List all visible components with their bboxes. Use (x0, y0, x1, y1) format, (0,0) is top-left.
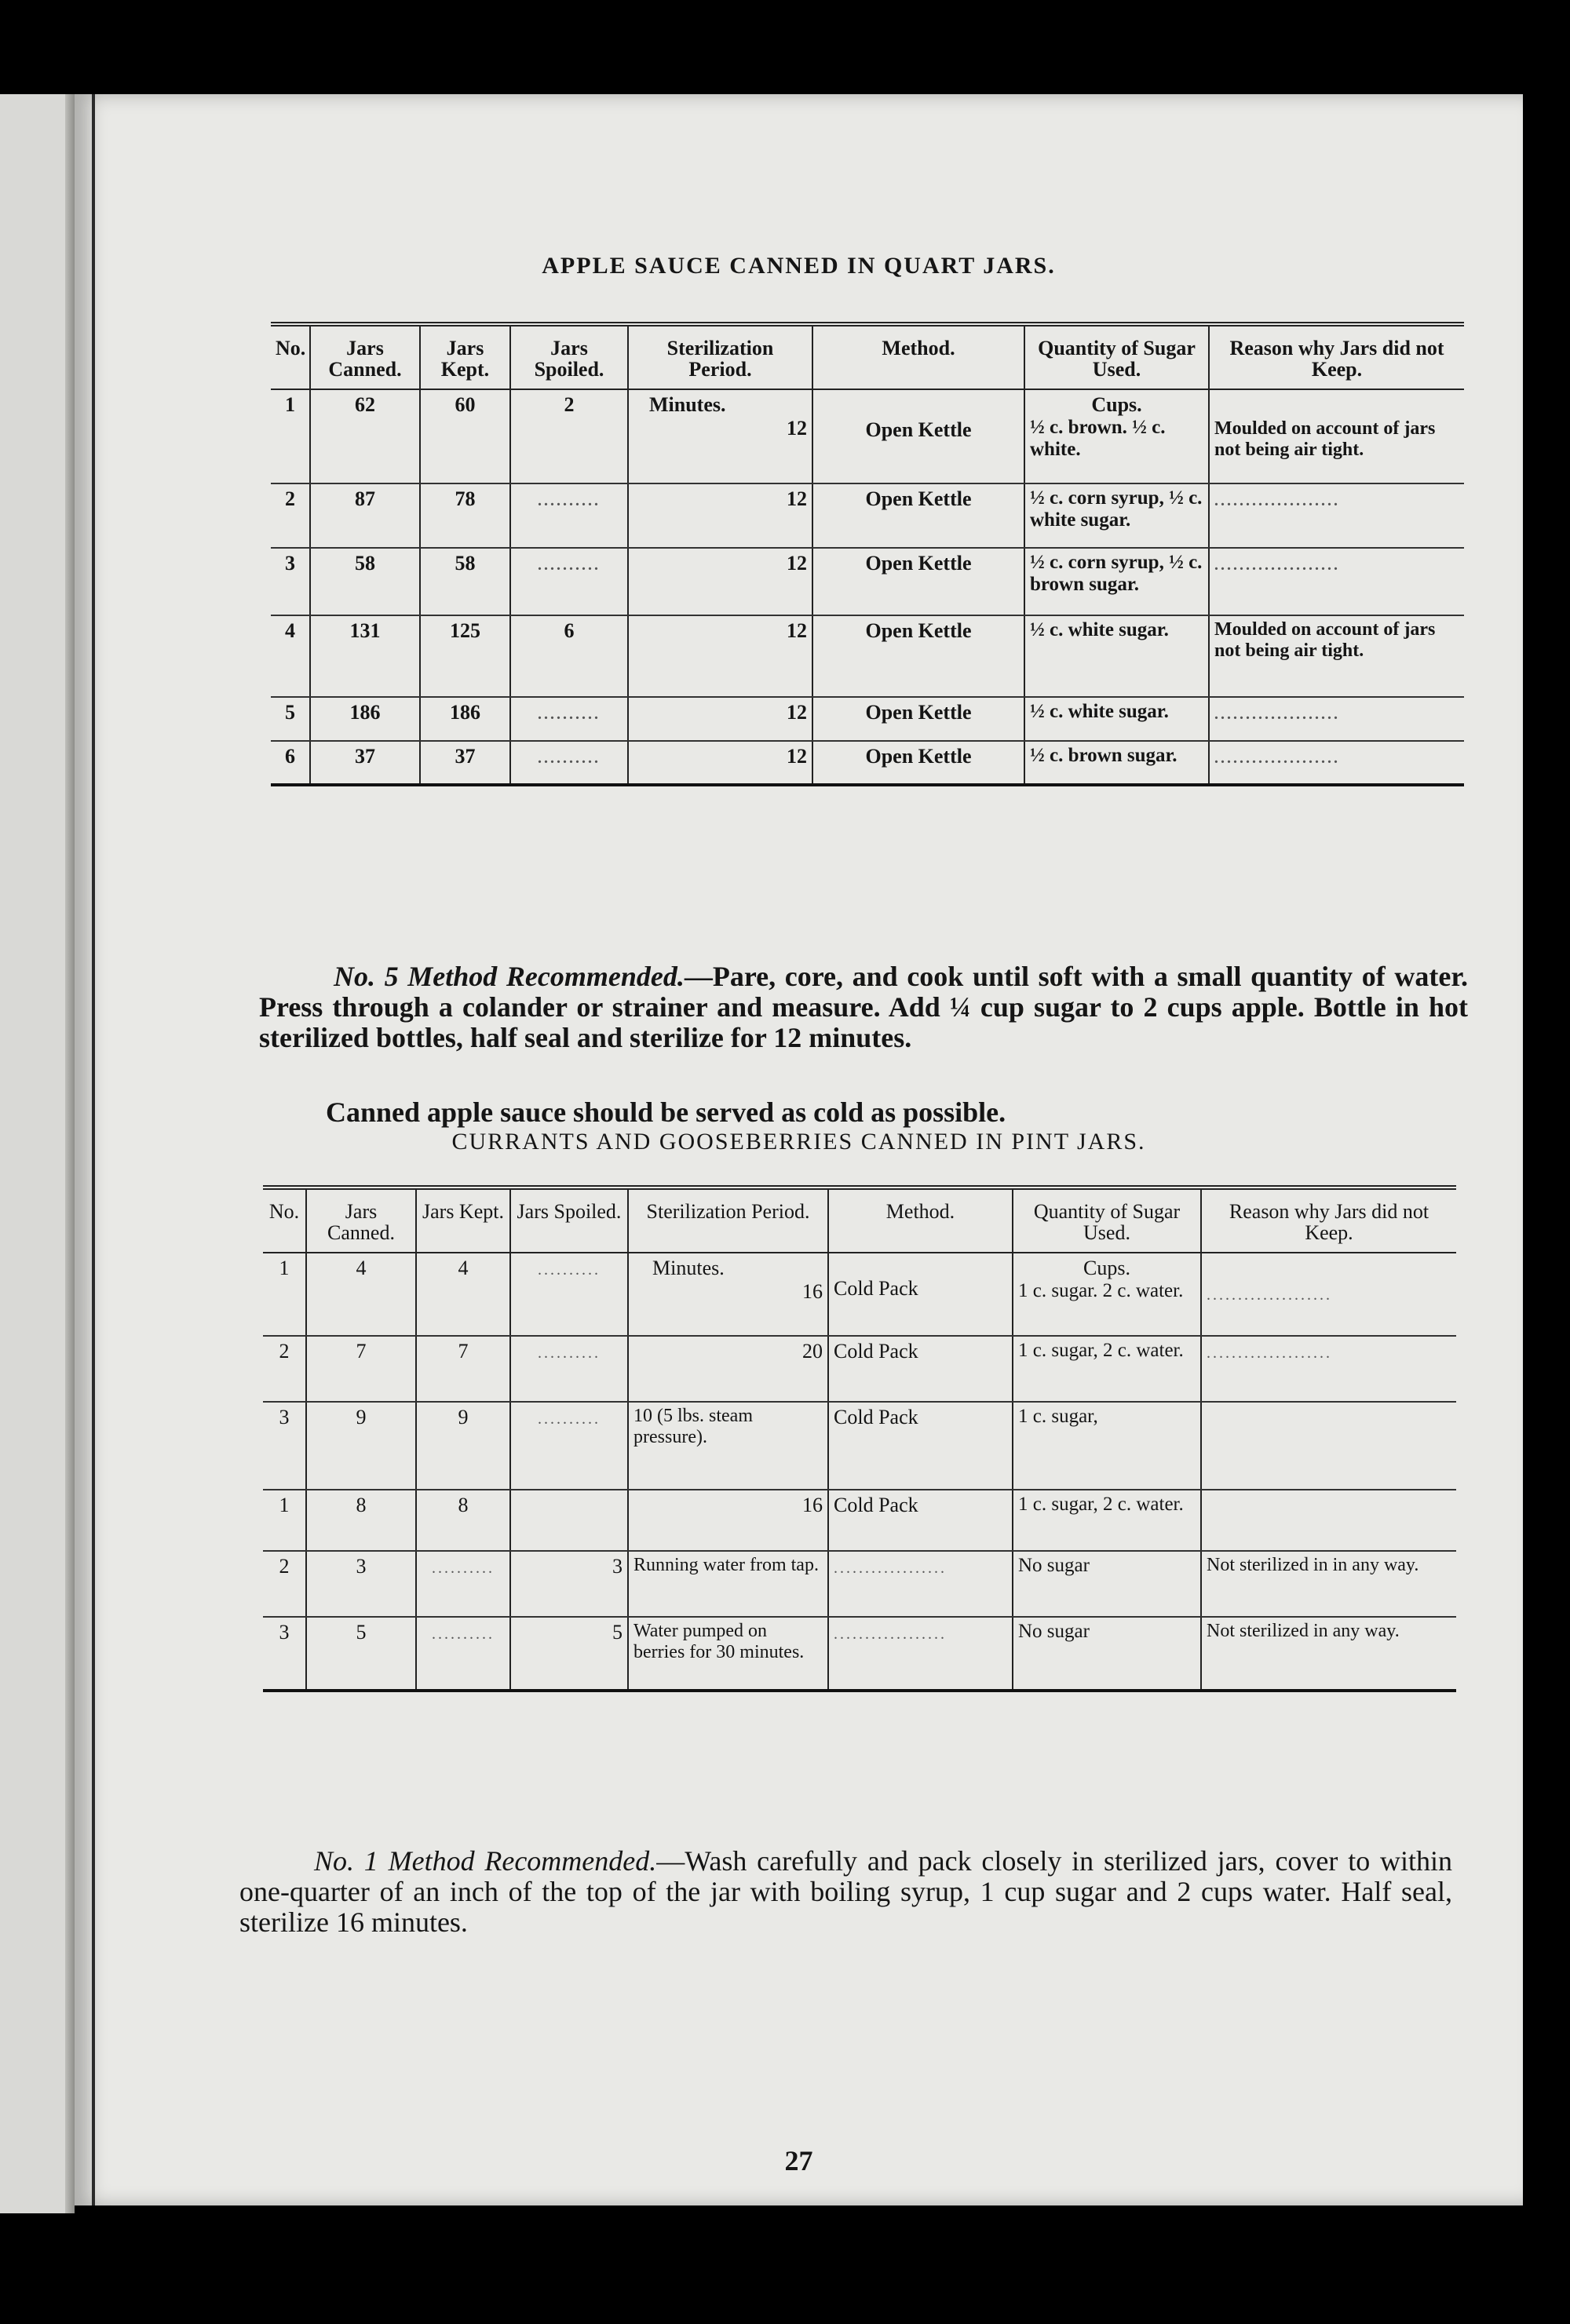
table-row (263, 1617, 1456, 1691)
cell-reason: .................... (1201, 1336, 1456, 1402)
cell-no: 2 (263, 1336, 306, 1402)
cell-period: 12 (628, 548, 812, 615)
cell-period: Water pumped on berries for 30 minutes. (628, 1617, 828, 1691)
method-text: —Wash carefully and pack closely in sterilized jars, cover to within one-quarter of an inch of the top of the jar with boiling syrup, 1 cup sugar and 2 cups water. Half seal, sterilize 16 minutes. (239, 1845, 1452, 1938)
cell-kept: 37 (420, 741, 510, 785)
cell-period (628, 1253, 828, 1336)
cell-reason (1201, 1490, 1456, 1551)
col-header-jars-spoiled: Jars Spoiled. (510, 1188, 628, 1253)
cell-reason: .................... (1201, 1253, 1456, 1336)
cell-reason: Moulded on account of jars not being air tight. (1209, 615, 1464, 697)
table-row (263, 1402, 1456, 1490)
table1-title: APPLE SAUCE CANNED IN QUART JARS. (542, 253, 1056, 279)
table-row (263, 1490, 1456, 1551)
cell-method: .................. (828, 1617, 1013, 1691)
book-page (75, 94, 1523, 2205)
cell-period: 20 (628, 1336, 828, 1402)
cell-sugar: No sugar (1013, 1551, 1201, 1617)
table-row (271, 548, 1464, 615)
cell-kept: .......... (416, 1551, 510, 1617)
cell-canned: 3 (306, 1551, 416, 1617)
apple-sauce-method-paragraph (259, 961, 1468, 1053)
cell-no: 2 (263, 1551, 306, 1617)
table-row (271, 615, 1464, 697)
col-header-method: Method. (812, 324, 1024, 389)
cell-spoiled: .......... (510, 1336, 628, 1402)
cell-canned: 5 (306, 1617, 416, 1691)
cell-method: Open Kettle (812, 697, 1024, 741)
col-header-reason: Reason why Jars did not Keep. (1209, 324, 1464, 389)
period-unit-label: Minutes. (652, 1256, 725, 1279)
apple-sauce-table (271, 322, 1464, 786)
method-heading: No. 1 Method Recommended. (314, 1845, 657, 1877)
cell-period: 12 (628, 483, 812, 548)
table-header-row (271, 324, 1464, 389)
cell-no: 5 (271, 697, 310, 741)
table-row (263, 1336, 1456, 1402)
cell-canned: 8 (306, 1490, 416, 1551)
cell-reason: .................... (1209, 483, 1464, 548)
cell-sugar: ½ c. corn syrup, ½ c. brown sugar. (1024, 548, 1209, 615)
sugar-value: ½ c. brown. ½ c. white. (1030, 416, 1166, 460)
cell-method: Open Kettle (812, 483, 1024, 548)
cell-kept: 186 (420, 697, 510, 741)
cell-kept: 125 (420, 615, 510, 697)
cell-spoiled: .......... (510, 548, 628, 615)
table-row (271, 483, 1464, 548)
cell-reason: .................... (1209, 697, 1464, 741)
cell-sugar (1013, 1253, 1201, 1336)
col-header-sugar: Quantity of Sugar Used. (1024, 324, 1209, 389)
cell-canned: 37 (310, 741, 420, 785)
cell-kept: 60 (420, 389, 510, 483)
col-header-jars-spoiled: Jars Spoiled. (510, 324, 628, 389)
cell-canned: 7 (306, 1336, 416, 1402)
col-header-sterilization-period: Sterilization Period. (628, 1188, 828, 1253)
col-header-no: No. (271, 324, 310, 389)
cell-no: 1 (263, 1490, 306, 1551)
cell-sugar: ½ c. white sugar. (1024, 615, 1209, 697)
cell-kept: 9 (416, 1402, 510, 1490)
period-unit-label: Minutes. (649, 392, 726, 416)
cell-period: 12 (628, 615, 812, 697)
cell-reason (1201, 1402, 1456, 1490)
book-spine (65, 94, 75, 2213)
table-row (263, 1253, 1456, 1336)
cell-canned: 87 (310, 483, 420, 548)
cell-spoiled: .......... (510, 1253, 628, 1336)
cell-spoiled (510, 1490, 628, 1551)
cell-method: Open Kettle (812, 548, 1024, 615)
cell-spoiled: 2 (510, 389, 628, 483)
cell-period: 16 (628, 1490, 828, 1551)
cell-canned: 62 (310, 389, 420, 483)
method-heading: No. 5 Method Recommended. (334, 961, 685, 992)
page-number: 27 (784, 2145, 813, 2176)
cell-spoiled: .......... (510, 741, 628, 785)
cell-kept: 78 (420, 483, 510, 548)
cell-method: Open Kettle (812, 741, 1024, 785)
cell-spoiled: 5 (510, 1617, 628, 1691)
cell-sugar (1024, 389, 1209, 483)
cell-no: 3 (263, 1617, 306, 1691)
col-header-sterilization-period: Sterilization Period. (628, 324, 812, 389)
col-header-sugar: Quantity of Sugar Used. (1013, 1188, 1201, 1253)
cell-reason: Moulded on account of jars not being air tight. (1209, 389, 1464, 483)
cell-canned: 4 (306, 1253, 416, 1336)
cell-method: Open Kettle (812, 615, 1024, 697)
cell-method: Cold Pack (828, 1336, 1013, 1402)
period-value: 12 (787, 416, 807, 440)
cell-no: 4 (271, 615, 310, 697)
cell-sugar: 1 c. sugar, 2 c. water. (1013, 1336, 1201, 1402)
col-header-jars-canned: Jars Canned. (306, 1188, 416, 1253)
cell-canned: 58 (310, 548, 420, 615)
cell-reason: .................... (1209, 741, 1464, 785)
cell-kept: .......... (416, 1617, 510, 1691)
sugar-value: 1 c. sugar. 2 c. water. (1018, 1279, 1184, 1301)
cell-method: Cold Pack (828, 1490, 1013, 1551)
cell-canned: 9 (306, 1402, 416, 1490)
cell-no: 6 (271, 741, 310, 785)
period-value: 16 (802, 1279, 823, 1303)
table2-title: CURRANTS AND GOOSEBERRIES CANNED IN PINT JARS. (451, 1129, 1146, 1155)
cell-no: 1 (263, 1253, 306, 1336)
cell-canned: 131 (310, 615, 420, 697)
col-header-jars-canned: Jars Canned. (310, 324, 420, 389)
cell-sugar: ½ c. white sugar. (1024, 697, 1209, 741)
cell-method: Cold Pack (828, 1402, 1013, 1490)
cell-sugar: No sugar (1013, 1617, 1201, 1691)
cell-kept: 7 (416, 1336, 510, 1402)
serving-note: Canned apple sauce should be served as cold as possible. (326, 1096, 1006, 1128)
cell-spoiled: .......... (510, 1402, 628, 1490)
table-header-row (263, 1188, 1456, 1253)
col-header-no: No. (263, 1188, 306, 1253)
cell-period: Running water from tap. (628, 1551, 828, 1617)
cell-kept: 58 (420, 548, 510, 615)
cell-sugar: 1 c. sugar, 2 c. water. (1013, 1490, 1201, 1551)
cell-method: Open Kettle (812, 389, 1024, 483)
method-text: —Pare, core, and cook until soft with a small quantity of water. Press through a colander or strainer and measure. Add ¼ cup sugar to 2 cups apple. Bottle in hot sterilized bottles, half seal and sterilize for 12 minutes. (259, 961, 1468, 1053)
cell-reason: Not sterilized in any way. (1201, 1617, 1456, 1691)
cell-method: .................. (828, 1551, 1013, 1617)
cell-reason: Not sterilized in in any way. (1201, 1551, 1456, 1617)
col-header-method: Method. (828, 1188, 1013, 1253)
cell-canned: 186 (310, 697, 420, 741)
cell-kept: 8 (416, 1490, 510, 1551)
cell-no: 2 (271, 483, 310, 548)
cell-spoiled: .......... (510, 483, 628, 548)
cell-no: 1 (271, 389, 310, 483)
cell-period: 10 (5 lbs. steam pressure). (628, 1402, 828, 1490)
col-header-jars-kept: Jars Kept. (416, 1188, 510, 1253)
cell-kept: 4 (416, 1253, 510, 1336)
sugar-unit-label: Cups. (1091, 392, 1142, 416)
cell-period (628, 389, 812, 483)
cell-no: 3 (271, 548, 310, 615)
cell-sugar: ½ c. corn syrup, ½ c. white sugar. (1024, 483, 1209, 548)
table-row (271, 697, 1464, 741)
col-header-reason: Reason why Jars did not Keep. (1201, 1188, 1456, 1253)
cell-spoiled: 3 (510, 1551, 628, 1617)
cell-spoiled: .......... (510, 697, 628, 741)
cell-period: 12 (628, 697, 812, 741)
cell-method: Cold Pack (828, 1253, 1013, 1336)
col-header-jars-kept: Jars Kept. (420, 324, 510, 389)
currants-method-paragraph (239, 1846, 1452, 1938)
currants-gooseberries-table (263, 1185, 1456, 1692)
table-row (271, 389, 1464, 483)
cell-period: 12 (628, 741, 812, 785)
sugar-unit-label: Cups. (1083, 1256, 1130, 1279)
cell-sugar: 1 c. sugar, (1013, 1402, 1201, 1490)
table-row (263, 1551, 1456, 1617)
cell-spoiled: 6 (510, 615, 628, 697)
cell-reason: .................... (1209, 548, 1464, 615)
table-row (271, 741, 1464, 785)
cell-sugar: ½ c. brown sugar. (1024, 741, 1209, 785)
cell-no: 3 (263, 1402, 306, 1490)
facing-page-edge (0, 94, 75, 2213)
